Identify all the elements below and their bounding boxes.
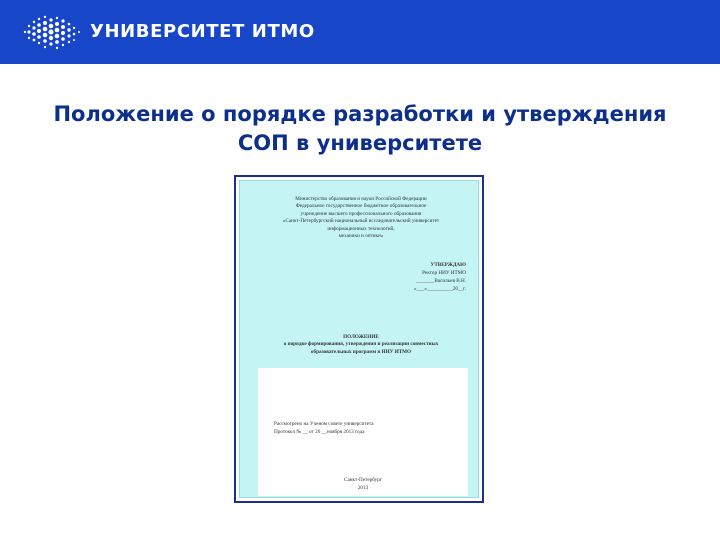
document-title-line: ПОЛОЖЕНИЕ xyxy=(343,334,379,340)
place-and-year xyxy=(258,476,468,492)
document-header-line: Федеральное государственное бюджетное образовательное xyxy=(295,203,427,210)
document-title-line: образовательных программ в НИУ ИТМО xyxy=(310,348,412,355)
approval-date: «___»__________20__г. xyxy=(413,286,466,292)
itmo-dotted-logo-icon xyxy=(22,14,82,50)
approval-signature: _______Васильев В.Н. xyxy=(416,278,466,284)
document-header-line: учреждение высшего профессионального образования xyxy=(300,210,422,217)
approval-heading: УТВЕРЖДАЮ xyxy=(430,262,466,268)
city-name: Санкт-Петербург xyxy=(344,477,382,483)
registration-block xyxy=(274,420,374,436)
document-header-line: информационных технологий, xyxy=(327,225,395,232)
approval-block xyxy=(414,261,466,293)
document-lower-panel xyxy=(258,368,468,496)
slide-title-line-2: СОП в университете xyxy=(237,131,483,155)
document-header-line: «Санкт-Петербургский национальный исследовательский университет xyxy=(282,218,440,225)
document-title xyxy=(252,334,470,356)
document-preview xyxy=(234,175,484,503)
document-header-line: механики и оптики» xyxy=(338,233,384,240)
document-title-line: о порядке формирования, утверждения и реализации совместных xyxy=(283,341,439,348)
brand-name: УНИВЕРСИТЕТ ИТМО xyxy=(90,21,315,42)
registration-line: Протокол № __ от 26 __ноября 2013 года xyxy=(274,429,365,435)
slide-title xyxy=(20,100,700,158)
document-year: 2013 xyxy=(357,485,369,491)
document-page xyxy=(239,180,479,498)
registration-line: Рассмотрено на Ученом совете университета xyxy=(274,421,374,427)
approval-position: Ректор НИУ ИТМО xyxy=(422,270,466,276)
document-header-line: Министерство образования и науки Российской Федерации xyxy=(295,196,427,202)
slide-title-line-1: Положение о порядке разработки и утверждения xyxy=(53,102,667,126)
header-bar xyxy=(0,0,720,64)
document-header xyxy=(252,196,470,240)
